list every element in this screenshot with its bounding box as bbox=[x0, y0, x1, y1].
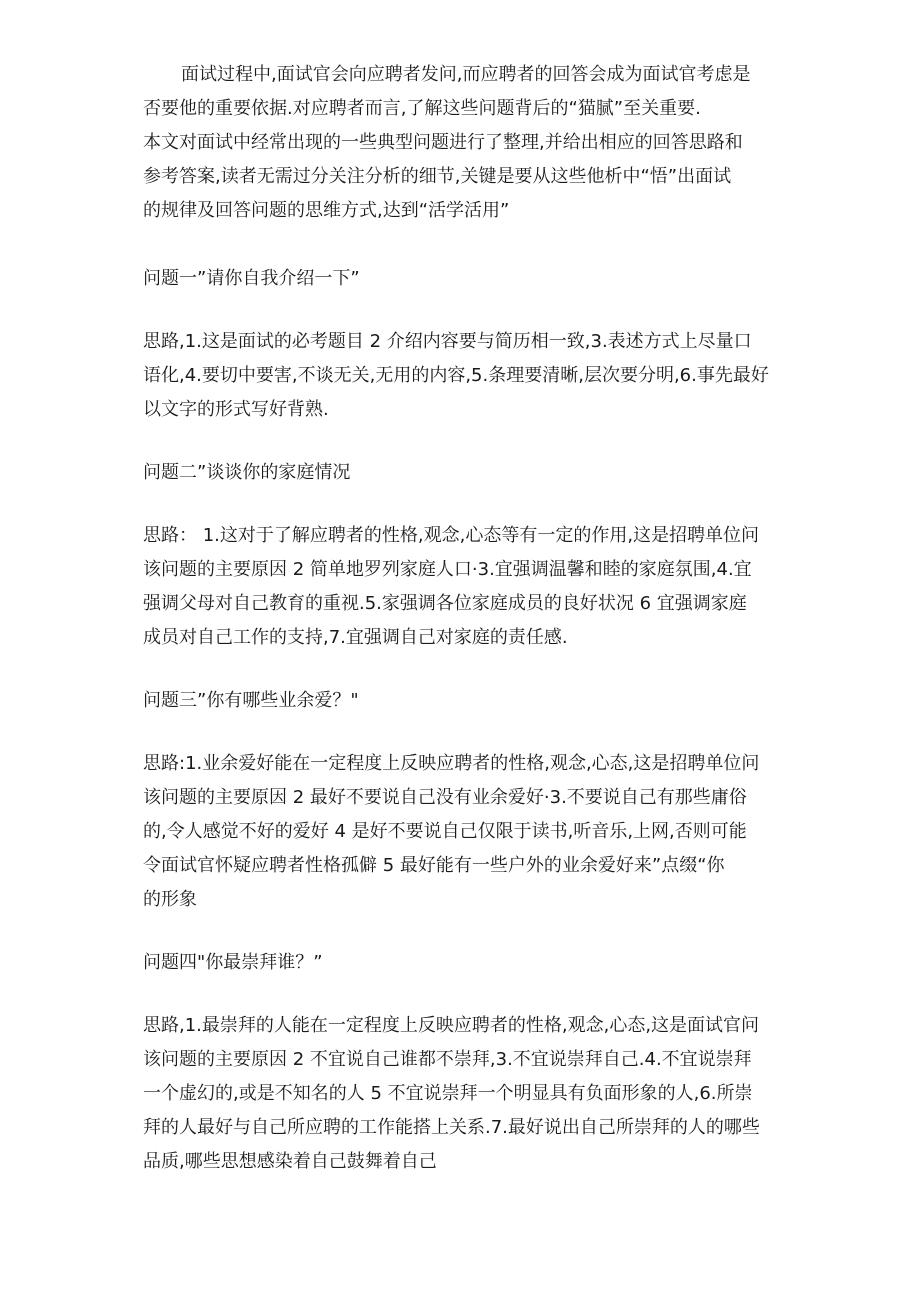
answer-line: 以文字的形式写好背熟. bbox=[143, 399, 329, 420]
answer-line: 一个虚幻的,或是不知名的人 5 不宜说崇拜一个明显具有负面形象的人,6.所崇 bbox=[143, 1083, 753, 1104]
answer-line: 思路： 1.这对于了解应聘者的性格,观念,心态等有一定的作用,这是招聘单位问 bbox=[143, 525, 760, 546]
answer-line: 语化,4.要切中要害,不谈无关,无用的内容,5.条理要清晰,层次要分明,6.事先最好 bbox=[143, 365, 769, 386]
answer-line: 令面试官怀疑应聘者性格孤僻 5 最好能有一些户外的业余爱好来”点缀“你 bbox=[143, 855, 725, 876]
spacer bbox=[143, 490, 783, 519]
answer-line: 的,令人感觉不好的爱好 4 是好不要说自己仅限于读书,听音乐,上网,否则可能 bbox=[143, 821, 747, 842]
answer-line: 的形象 bbox=[143, 889, 197, 910]
answer-line: 该问题的主要原因 2 简单地罗列家庭人口·3.宜强调温馨和睦的家庭氛围,4.宜 bbox=[143, 559, 752, 580]
spacer bbox=[143, 655, 783, 684]
intro-line: 面试过程中,面试官会向应聘者发问,而应聘者的回答会成为面试官考虑是 bbox=[181, 64, 751, 85]
answer-line: 思路:1.业余爱好能在一定程度上反映应聘者的性格,观念,心态,这是招聘单位问 bbox=[143, 753, 760, 774]
answer-line: 品质,哪些思想感染着自己鼓舞着自己 bbox=[143, 1151, 437, 1172]
question-1-answer bbox=[143, 325, 783, 427]
answer-line: 强调父母对自己教育的重视.5.家强调各位家庭成员的良好状况 6 宜强调家庭 bbox=[143, 593, 747, 614]
intro-line: 本文对面试中经常出现的一些典型问题进行了整理,并给出相应的回答思路和 bbox=[143, 132, 743, 153]
question-2-title: 问题二”谈谈你的家庭情况 bbox=[143, 462, 351, 483]
answer-line: 思路,1.最崇拜的人能在一定程度上反映应聘者的性格,观念,心态,这是面试官问 bbox=[143, 1015, 760, 1036]
answer-line: 成员对自己工作的支持,7.宜强调自己对家庭的责任感. bbox=[143, 627, 568, 648]
spacer bbox=[143, 917, 783, 946]
question-4-title: 问题四"你最崇拜谁？” bbox=[143, 952, 323, 973]
document-page bbox=[143, 58, 783, 1179]
question-4-answer bbox=[143, 1009, 783, 1179]
question-3-title: 问题三”你有哪些业余爱？" bbox=[143, 690, 359, 711]
spacer bbox=[143, 718, 783, 747]
spacer bbox=[143, 427, 783, 456]
answer-line: 该问题的主要原因 2 最好不要说自己没有业余爱好·3.不要说自己有那些庸俗 bbox=[143, 787, 747, 808]
spacer bbox=[143, 980, 783, 1009]
intro-paragraph bbox=[143, 58, 783, 228]
answer-line: 拜的人最好与自己所应聘的工作能搭上关系.7.最好说出自己所崇拜的人的哪些 bbox=[143, 1117, 760, 1138]
spacer bbox=[143, 228, 783, 262]
intro-line: 的规律及回答问题的思维方式,达到“活学活用” bbox=[143, 200, 510, 221]
question-2-answer bbox=[143, 519, 783, 655]
answer-line: 思路,1.这是面试的必考题目 2 介绍内容要与简历相一致,3.表述方式上尽量口 bbox=[143, 331, 752, 352]
spacer bbox=[143, 296, 783, 325]
answer-line: 该问题的主要原因 2 不宜说自己谁都不崇拜,3.不宜说崇拜自己.4.不宜说崇拜 bbox=[143, 1049, 752, 1070]
intro-line: 否要他的重要依据.对应聘者而言,了解这些问题背后的“猫腻”至关重要. bbox=[143, 98, 701, 119]
question-3-answer bbox=[143, 747, 783, 917]
intro-line: 参考答案,读者无需过分关注分析的细节,关键是要从这些他析中“悟”出面试 bbox=[143, 166, 732, 187]
question-1-title: 问题一”请你自我介绍一下” bbox=[143, 268, 360, 289]
